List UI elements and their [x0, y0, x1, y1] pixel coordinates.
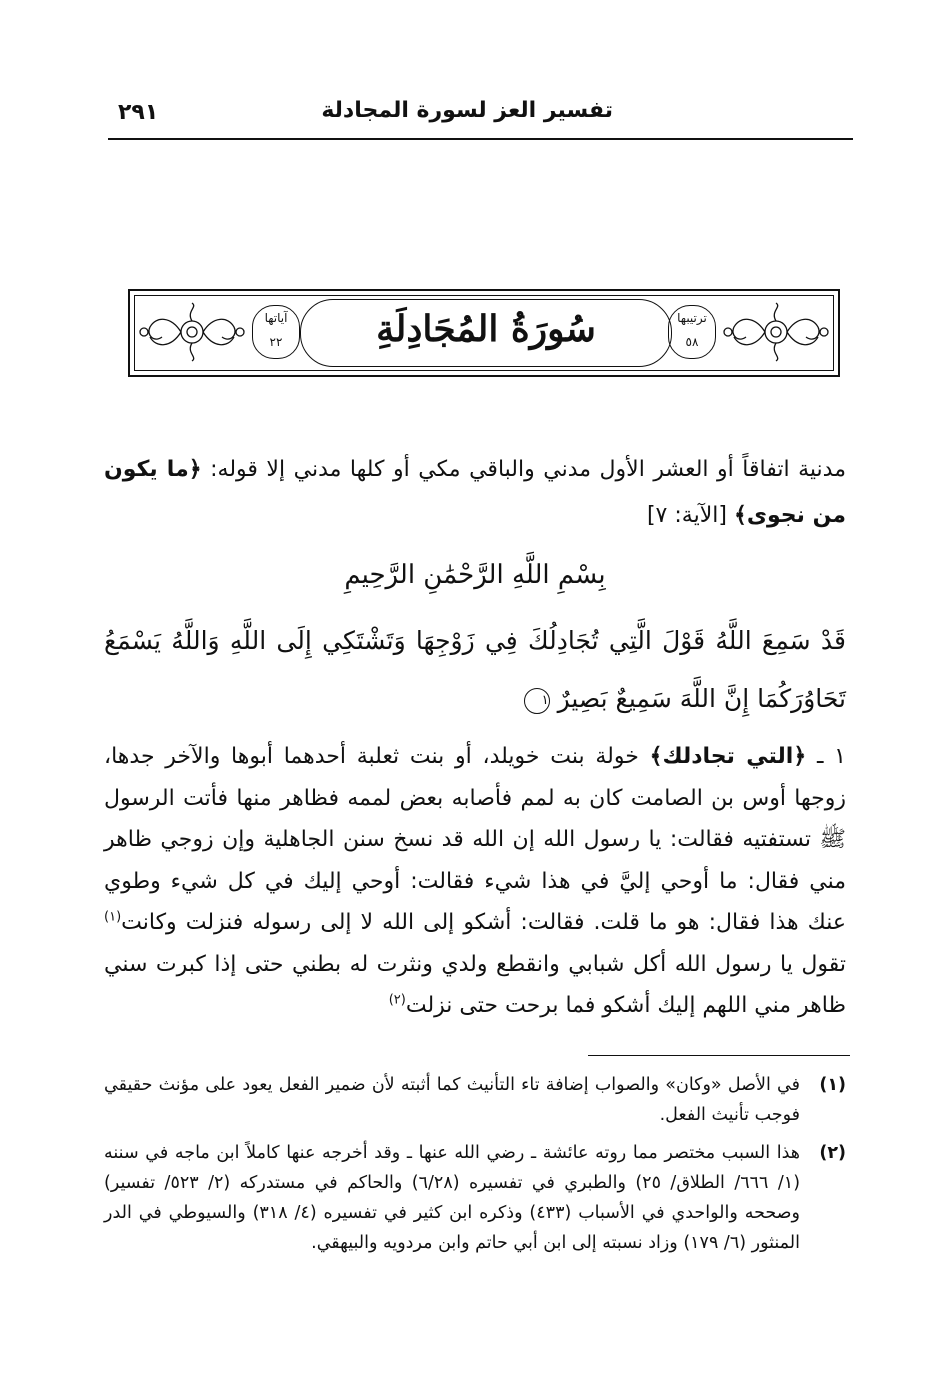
- surah-name: سُورَةُ المُجَادِلَةِ: [376, 308, 596, 350]
- header-title: تفسير العز لسورة المجادلة: [321, 98, 613, 123]
- intro-text: مدنية اتفاقاً أو العشر الأول مدني والباقي مكي أو كلها مدني إلا قوله:: [210, 457, 847, 482]
- surah-cartouche: [300, 299, 672, 367]
- footnote-ref-2[interactable]: (٢): [388, 992, 406, 1008]
- intro-ref: [الآية: ٧]: [646, 503, 727, 528]
- footnote: [104, 1138, 846, 1258]
- tafsir-text-2: تقول يا رسول الله أكل شبابي وانقطع ولدي ونثرت له بطني حتى إذا كبرت سني ظاهر مني اللهم إليك أشكو فما برحت حتى نزلت: [104, 951, 846, 1018]
- order-label: ترتيبها: [677, 311, 707, 325]
- running-header: [108, 96, 853, 140]
- intro-quote: ﴿ما يكون من نجوى﴾: [104, 457, 846, 528]
- surah-intro: [104, 447, 846, 539]
- footnote-separator: [588, 1055, 850, 1056]
- verses-label: آياتها: [264, 311, 288, 325]
- order-value: ٥٨: [685, 335, 699, 349]
- tafsir-paragraph: [104, 736, 846, 1027]
- quran-verse: [104, 612, 846, 728]
- tafsir-text-1: خولة بنت خويلد، أو بنت ثعلبة أحدهما أبوها والآخر جدها، زوجها أوس بن الصامت كان به لمم فأصابه بعض لممه فظاهر منها فأتت الرسول ﷺ تستفتيه فقالت: يا رسول الله إن الله قد نسخ سنن الجاهلية وإن زوجي ظاهر مني فقال: ما أوحي إليَّ في هذا شيء فقالت: أوحي إليك في كل شيء وطوي عنك هذا فقال: هو ما قلت. فقالت: أشكو إلى الله لا إلى رسوله فنزلت وكانت: [104, 744, 846, 935]
- footnote-ref-1[interactable]: (١): [104, 909, 122, 925]
- page-number: ٢٩١: [118, 100, 159, 125]
- surah-banner: [128, 289, 840, 377]
- surah-verses-medallion: [252, 305, 300, 359]
- verses-value: ٢٢: [269, 335, 283, 349]
- footnote: [104, 1070, 846, 1130]
- footnote-number: (٢): [819, 1143, 846, 1163]
- tafsir-lead: ١ ـ: [816, 744, 846, 769]
- header-rule: [108, 138, 853, 140]
- floral-ornament-icon: [136, 301, 248, 363]
- floral-ornament-icon: [720, 301, 832, 363]
- basmala: بِسْمِ اللَّهِ الرَّحْمَٰنِ الرَّحِيمِ: [344, 560, 606, 590]
- verse-text: قَدْ سَمِعَ اللَّهُ قَوْلَ الَّتِي تُجَادِلُكَ فِي زَوْجِهَا وَتَشْتَكِي إِلَى اللَّهِ وَاللَّهُ يَسْمَعُ تَحَاوُرَكُمَا إِنَّ اللَّهَ سَمِيعٌ بَصِيرٌ: [104, 626, 846, 713]
- footnote-number: (١): [819, 1075, 846, 1095]
- footnote-text: في الأصل «وكان» والصواب إضافة تاء التأنيث كما أثبته لأن ضمير الفعل يعود على مؤنث حقيقي فوجب تأنيث الفعل.: [104, 1075, 800, 1125]
- verse-number-marker: ١: [524, 688, 550, 714]
- footnote-text: هذا السبب مختصر مما روته عائشة ـ رضي الله عنها ـ وقد أخرجه عنها كاملاً ابن ماجه في سننه (١/ ٦٦٦/ الطلاق/ ٢٥) والطبري في تفسيره (٦/٢٨) والحاكم في مستدركه (٢/ ٥٢٣/ تفسير) وصححه والواحدي في الأسباب (٤٣٣) وذكره ابن كثير في تفسيره (٤/ ٣١٨) والسيوطي في الدر المنثور (٦/ ١٧٩) وزاد نسبته إلى ابن أبي حاتم وابن مردويه والبيهقي.: [104, 1143, 801, 1253]
- tafsir-quote: ﴿التي تجادلك﴾: [649, 744, 807, 769]
- surah-order-medallion: [668, 305, 716, 359]
